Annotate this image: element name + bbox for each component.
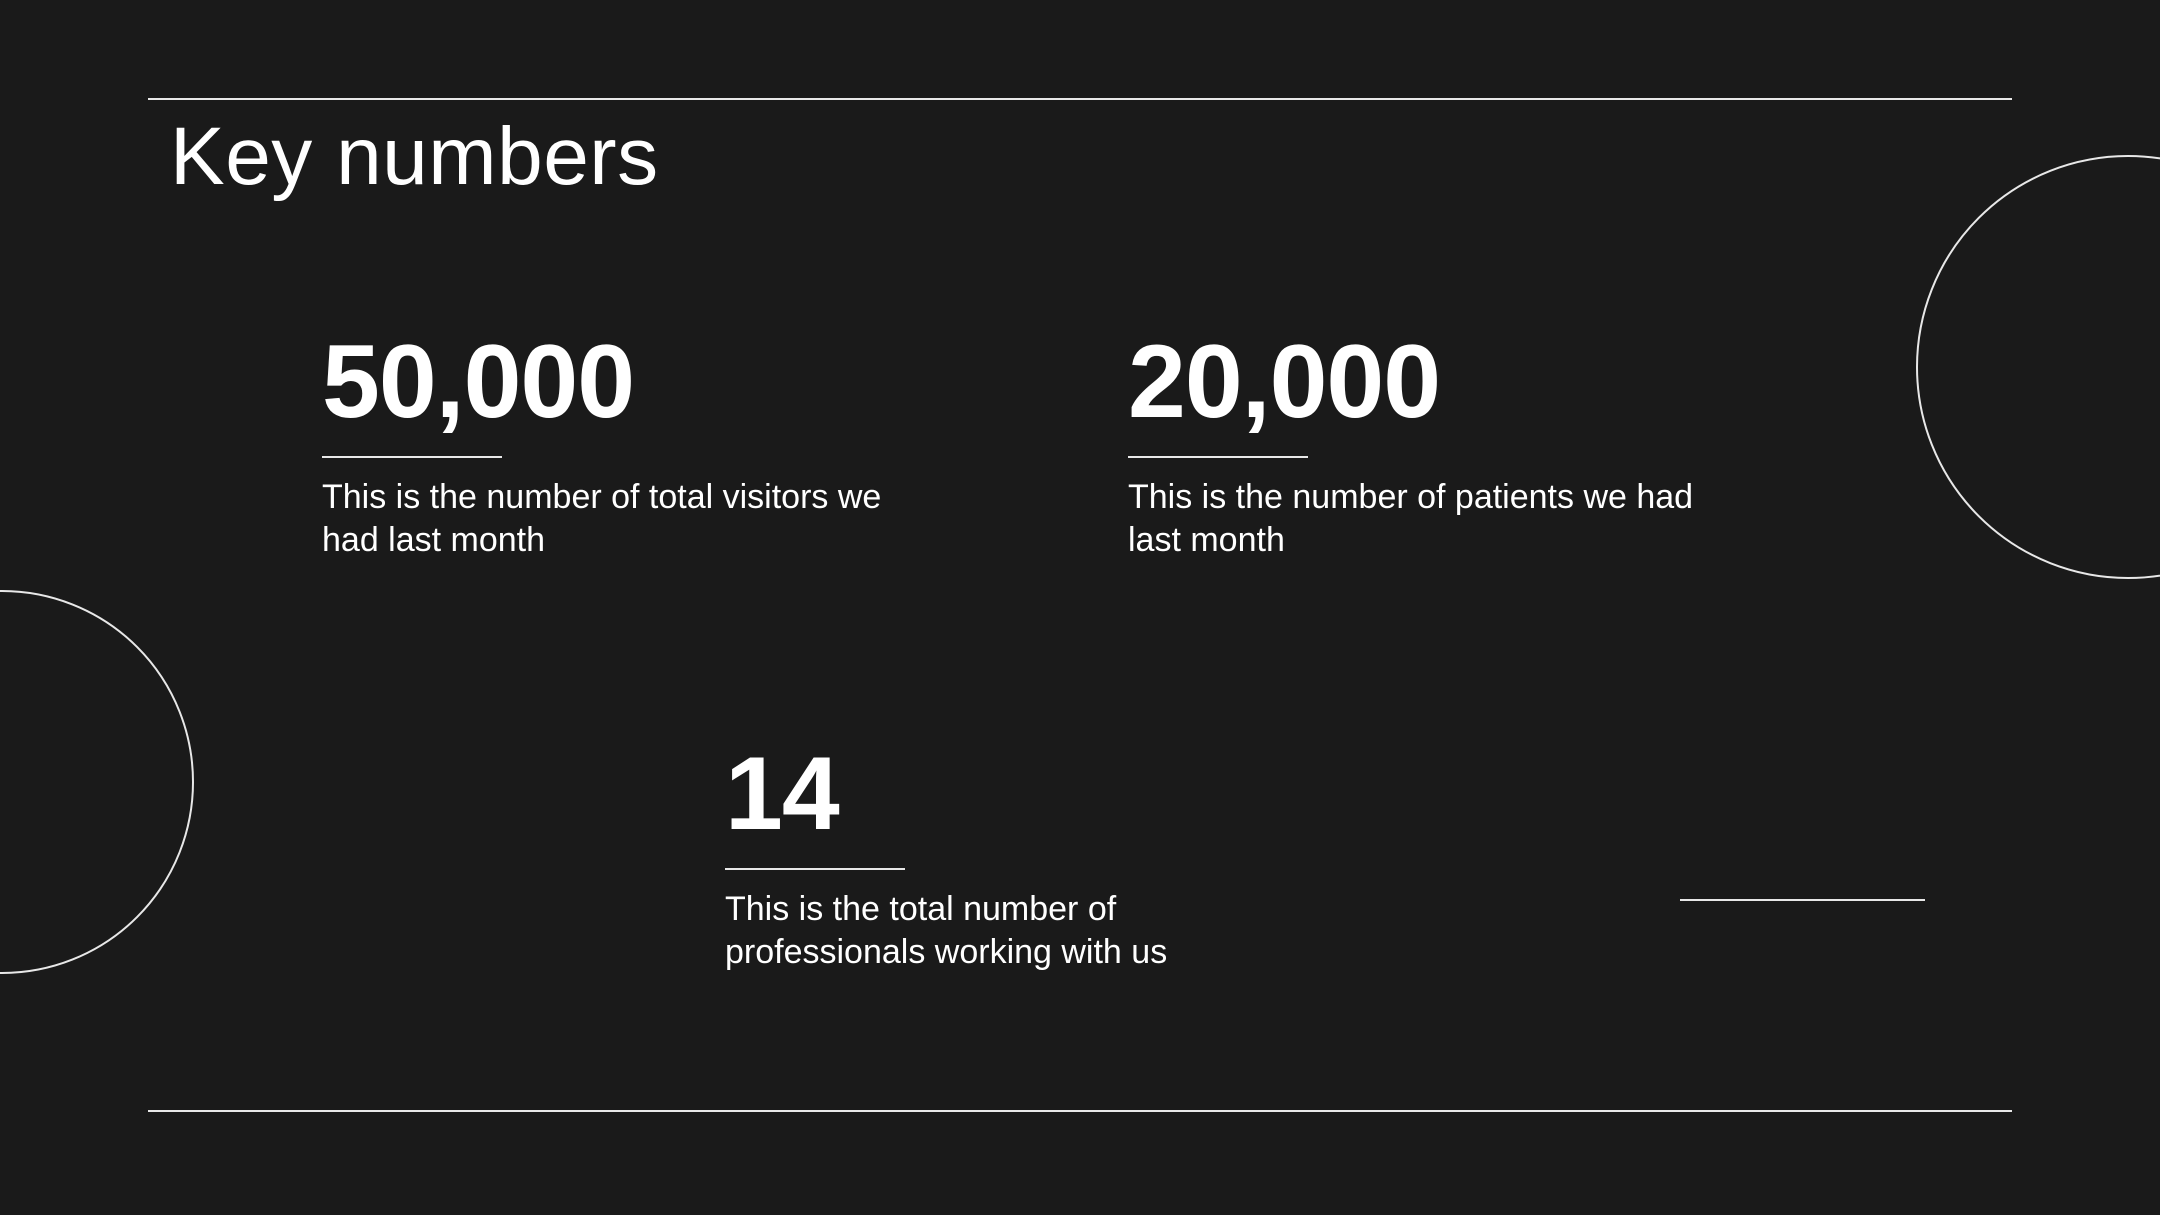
stat-divider: [725, 868, 905, 870]
top-divider: [148, 98, 2012, 100]
stat-value: 50,000: [322, 324, 635, 440]
stat-block-2: [1128, 324, 1748, 561]
stat-description: This is the number of total visitors we had last month: [322, 478, 882, 559]
stat-value: 20,000: [1128, 324, 1441, 440]
stat-block-3: [725, 736, 1345, 973]
circle-outline-right-icon: [1916, 155, 2160, 579]
stat-description: This is the total number of professionals working with us: [725, 890, 1168, 971]
stat-divider: [1128, 456, 1308, 458]
arrow-right-icon: [1680, 810, 2070, 990]
bottom-divider: [148, 1110, 2012, 1112]
page-title: Key numbers: [170, 111, 659, 202]
stat-value: 14: [725, 736, 839, 852]
stat-block-1: [322, 324, 942, 561]
arrow-shaft: [1680, 899, 1925, 901]
stat-divider: [322, 456, 502, 458]
stat-description: This is the number of patients we had last month: [1128, 478, 1694, 559]
circle-outline-left-icon: [0, 590, 194, 974]
